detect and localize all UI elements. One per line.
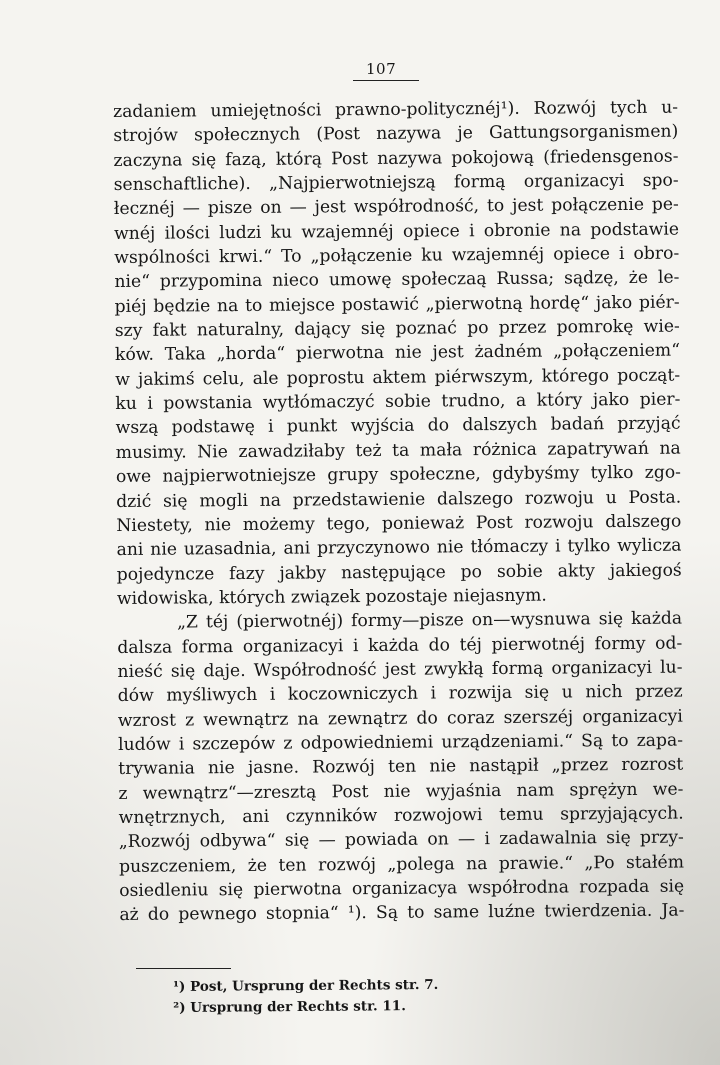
text-line: „Rozwój odbywa“ się — powiada on — i zadawalnia się przy-: [118, 827, 684, 853]
text-line: ków. Taka „horda“ pierwotna nie jest żadném „połączeniem“: [114, 340, 681, 366]
text-line: strojów społecznych (Post nazywa je Gattungsorganismen): [113, 121, 679, 147]
text-line: dalsza forma organizacyi i każda do téj pierwotnéj formy od-: [117, 633, 683, 658]
text-line: nie“ przypomina nieco umowę społeczaą Russa; sądzę, że le-: [114, 267, 680, 293]
header-rule: [353, 80, 419, 81]
text-line: widowiska, których związek pozostaje niejasnym.: [116, 585, 547, 609]
text-line: wszą podstawę i punkt wyjścia do dalszych badań przyjąć: [115, 414, 681, 439]
text-line: ku i powstania wytłómaczyć sobie trudno, a który jako pier-: [115, 389, 681, 415]
text-line: ani nie uzasadnia, ani przyczynowo nie tłómaczy i tylko wylicza: [116, 535, 682, 561]
page-number: 107: [366, 60, 397, 78]
text-line: puszczeniem, że ten rozwój „polega na prawie.“ „Po stałém: [118, 852, 685, 877]
text-line: ludów i szczepów z odpowiedniemi urządzeniami.“ Są to zapa-: [117, 730, 684, 755]
text-line: z wewnątrz“—zresztą Post nie wyjaśnia nam sprężyn we-: [118, 779, 684, 804]
text-line: dzić się mogli na przedstawienie dalszego rozwoju u Posta.: [116, 487, 682, 512]
text-line: nieść się daje. Współrodność jest zwykłą formą organizacyi lu-: [117, 657, 683, 682]
text-line: dów myśliwych i koczowniczych i rozwija się u nich przez: [117, 681, 683, 707]
text-line: aż do pewnego stopnia“ ¹). Są to same luźne twierdzenia. Ja-: [119, 900, 685, 926]
text-line: wnéj ilości ludzi ku wzajemnéj opiece i obronie na podstawie: [113, 219, 680, 244]
text-line: w jakimś celu, ale poprostu aktem piérwszym, którego począt-: [115, 365, 681, 390]
text-line: wnętrznych, ani czynników rozwojowi temu sprzyjających.: [118, 803, 684, 828]
text-line: wspólności krwi.“ To „połączenie ku wzajemnéj opiece i obro-: [114, 243, 680, 269]
text-line: senschaftliche). „Najpierwotniejszą formą organizacyi spo-: [113, 170, 679, 196]
text-line: „Z téj (pierwotnéj) formy—pisze on—wysnuwa się każda: [177, 608, 683, 633]
text-line: pojedyncze fazy jakby następujące po sobie akty jakiegoś: [116, 560, 682, 585]
text-line: osiedleniu się pierwotna organizacya współrodna rozpada się: [119, 876, 685, 901]
footnote-rule: [136, 968, 231, 969]
text-line: piéj będzie na to miejsce postawić „pierwotną hordę“ jako piér-: [114, 292, 680, 317]
footnotes: [173, 975, 439, 1019]
text-line: zaczyna się fazą, którą Post nazywa pokojową (friedensgenos-: [113, 146, 679, 171]
text-line: Niestety, nie możemy tego, ponieważ Post rozwoju dalszego: [116, 511, 682, 536]
text-line: wzrost z wewnątrz na zewnątrz do coraz szerszéj organizacyi: [117, 706, 683, 731]
text-line: musimy. Nie zawadziłaby też ta mała różnica zapatrywań na: [115, 438, 681, 463]
text-line: szy fakt naturalny, dający się poznać po przez pomrokę wie-: [114, 316, 680, 342]
text-line: owe najpierwotniejsze grupy społeczne, gdybyśmy tylko zgo-: [115, 462, 682, 488]
footnote: ¹) Post, Ursprung der Rechts str. 7.: [173, 976, 439, 995]
text-line: zadaniem umiejętności prawno-politycznéj¹). Rozwój tych u-: [113, 97, 679, 122]
text-line: trywania nie jasne. Rozwój ten nie nastąpił „przez rozrost: [118, 754, 684, 780]
text-line: łecznéj — pisze on — jest współrodność, to jest połączenie pe-: [113, 194, 679, 220]
body-text: [113, 96, 684, 928]
footnote: ²) Ursprung der Rechts str. 11.: [173, 998, 406, 1016]
